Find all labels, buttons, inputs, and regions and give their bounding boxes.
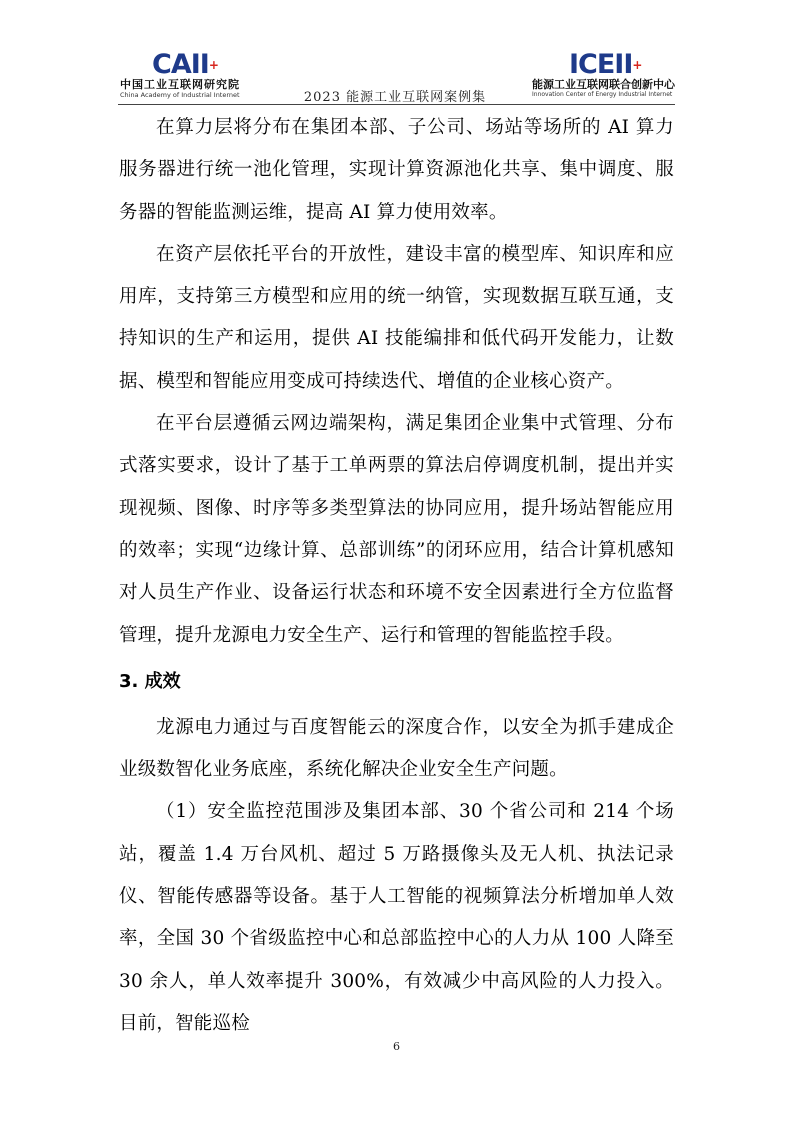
paragraph-compute-layer: 在算力层将分布在集团本部、子公司、场站等场所的 AI 算力服务器进行统一池化管理，实现计算资源池化共享、集中调度、服务器的智能监测运维，提高 AI 算力使用效率。 bbox=[119, 117, 674, 223]
caii-logo bbox=[120, 49, 260, 99]
iceii-logo bbox=[532, 49, 675, 99]
caii-logo-mark: CAII+ bbox=[152, 49, 218, 80]
paragraph-results-intro: 龙源电力通过与百度智能云的深度合作，以安全为抓手建成企业级数智化业务底座，系统化解决企业安全生产问题。 bbox=[119, 716, 674, 781]
iceii-logo-cn-name: 能源工业互联网联合创新中心 bbox=[532, 78, 675, 91]
page-body bbox=[119, 107, 674, 1045]
section-heading-results: 3. 成效 bbox=[119, 670, 181, 692]
header-divider bbox=[118, 104, 675, 105]
caii-logo-en-name: China Academy of Industrial Internet bbox=[120, 91, 240, 99]
caii-logo-cn-name: 中国工业互联网研究院 bbox=[120, 78, 240, 91]
paragraph-results-item-1: （1）安全监控范围涉及集团本部、30 个省公司和 214 个场站，覆盖 1.4 万台风机、超过 5 万路摄像头及无人机、执法记录仪、智能传感器等设备。基于人工智能的视频算法分析增加单人效率，全国 30 个省级监控中心和总部监控中心的人力从 100 人降至 30 余人，单人效率提升 300%，有效减少中高风险的人力投入。目前，智能巡检 bbox=[119, 801, 674, 1034]
iceii-logo-en-name: Innovation Center of Energy Industrial Internet bbox=[532, 91, 673, 98]
paragraph-asset-layer: 在资产层依托平台的开放性，建设丰富的模型库、知识库和应用库，支持第三方模型和应用的统一纳管，实现数据互联互通，支持知识的生产和运用，提供 AI 技能编排和低代码开发能力，让数据、模型和智能应用变成可持续迭代、增值的企业核心资产。 bbox=[119, 243, 674, 392]
iceii-logo-mark: ICEII+ bbox=[569, 49, 642, 80]
page-number: 6 bbox=[393, 1040, 400, 1053]
page-header bbox=[0, 0, 793, 110]
paragraph-platform-layer: 在平台层遵循云网边端架构，满足集团企业集中式管理、分布式落实要求，设计了基于工单两票的算法启停调度机制，提出并实现视频、图像、时序等多类型算法的协同应用，提升场站智能应用的效率；实现“边缘计算、总部训练”的闭环应用，结合计算机感知对人员生产作业、设备运行状态和环境不安全因素进行全方位监督管理，提升龙源电力安全生产、运行和管理的智能监控手段。 bbox=[119, 413, 674, 646]
header-title: 2023 能源工业互联网案例集 bbox=[303, 90, 487, 105]
